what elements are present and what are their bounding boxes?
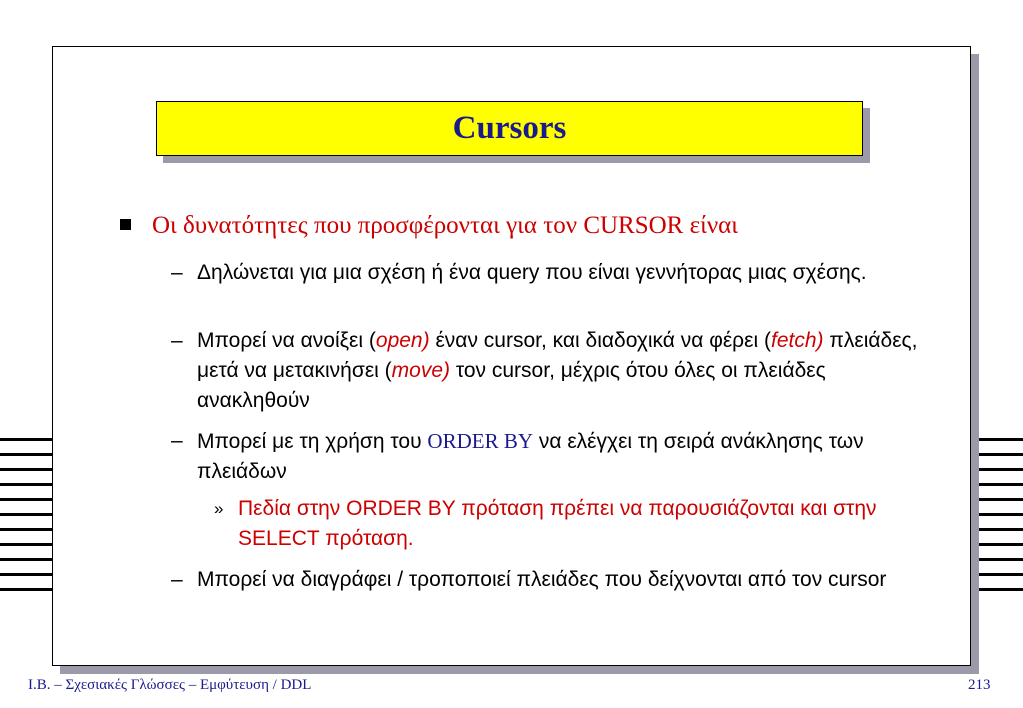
dash-bullet: – (171, 329, 183, 352)
dash-bullet: – (171, 429, 183, 452)
text-part: Μπορεί με τη χρήση του (197, 430, 428, 453)
dash-bullet: – (171, 568, 183, 591)
sub-bullet-order-by (171, 426, 941, 487)
sub-bullet-text: Μπορεί να διαγράφει / τροποποιεί πλειάδες που δείχνονται από τον cursor (197, 568, 887, 591)
sub-bullet-delete-update (171, 565, 941, 595)
sub-bullet-text (197, 326, 941, 416)
footer-course-title: Ι.Β. – Σχεσιακές Γλώσσες – Εμφύτευση / DDL (28, 677, 312, 693)
sub-bullet-text: Δηλώνεται για μια σχέση ή ένα query που είναι γεννήτορας μιας σχέσης. (197, 261, 867, 284)
main-bullet-text: Οι δυνατότητες που προσφέρονται για τον CURSOR είναι (152, 212, 738, 239)
text-part: Μπορεί να ανοίξει ( (197, 329, 376, 352)
main-bullet (120, 212, 738, 240)
dash-bullet: – (171, 261, 183, 284)
subsub-bullet-order-by-note (214, 494, 914, 554)
slide-title: Cursors (452, 110, 567, 146)
sub-bullet-text (197, 426, 941, 487)
keyword-order-by: ORDER BY (427, 429, 534, 453)
text-part: τον cursor, μέχρις ότου όλες οι πλειάδες ανακληθούν (197, 359, 826, 412)
sub-bullet-declare (171, 258, 941, 288)
keyword-move: move) (391, 359, 451, 382)
text-part: πλειάδες, μετά να μετακινήσει ( (197, 329, 918, 382)
subsub-bullet-text: Πεδία στην ORDER BY πρόταση πρέπει να παρουσιάζονται και στην SELECT πρόταση. (238, 497, 877, 550)
guillemet-bullet: » (214, 499, 224, 518)
keyword-open: open) (375, 329, 430, 352)
text-part: να ελέγχει τη σειρά ανάκλησης των πλειάδων (197, 430, 864, 483)
keyword-fetch: fetch) (770, 329, 824, 352)
square-bullet-icon (120, 219, 131, 230)
text-part: έναν cursor, και διαδοχικά να φέρει ( (429, 329, 771, 352)
footer-page-number: 213 (968, 677, 991, 693)
sub-bullet-open-fetch-move (171, 326, 941, 416)
